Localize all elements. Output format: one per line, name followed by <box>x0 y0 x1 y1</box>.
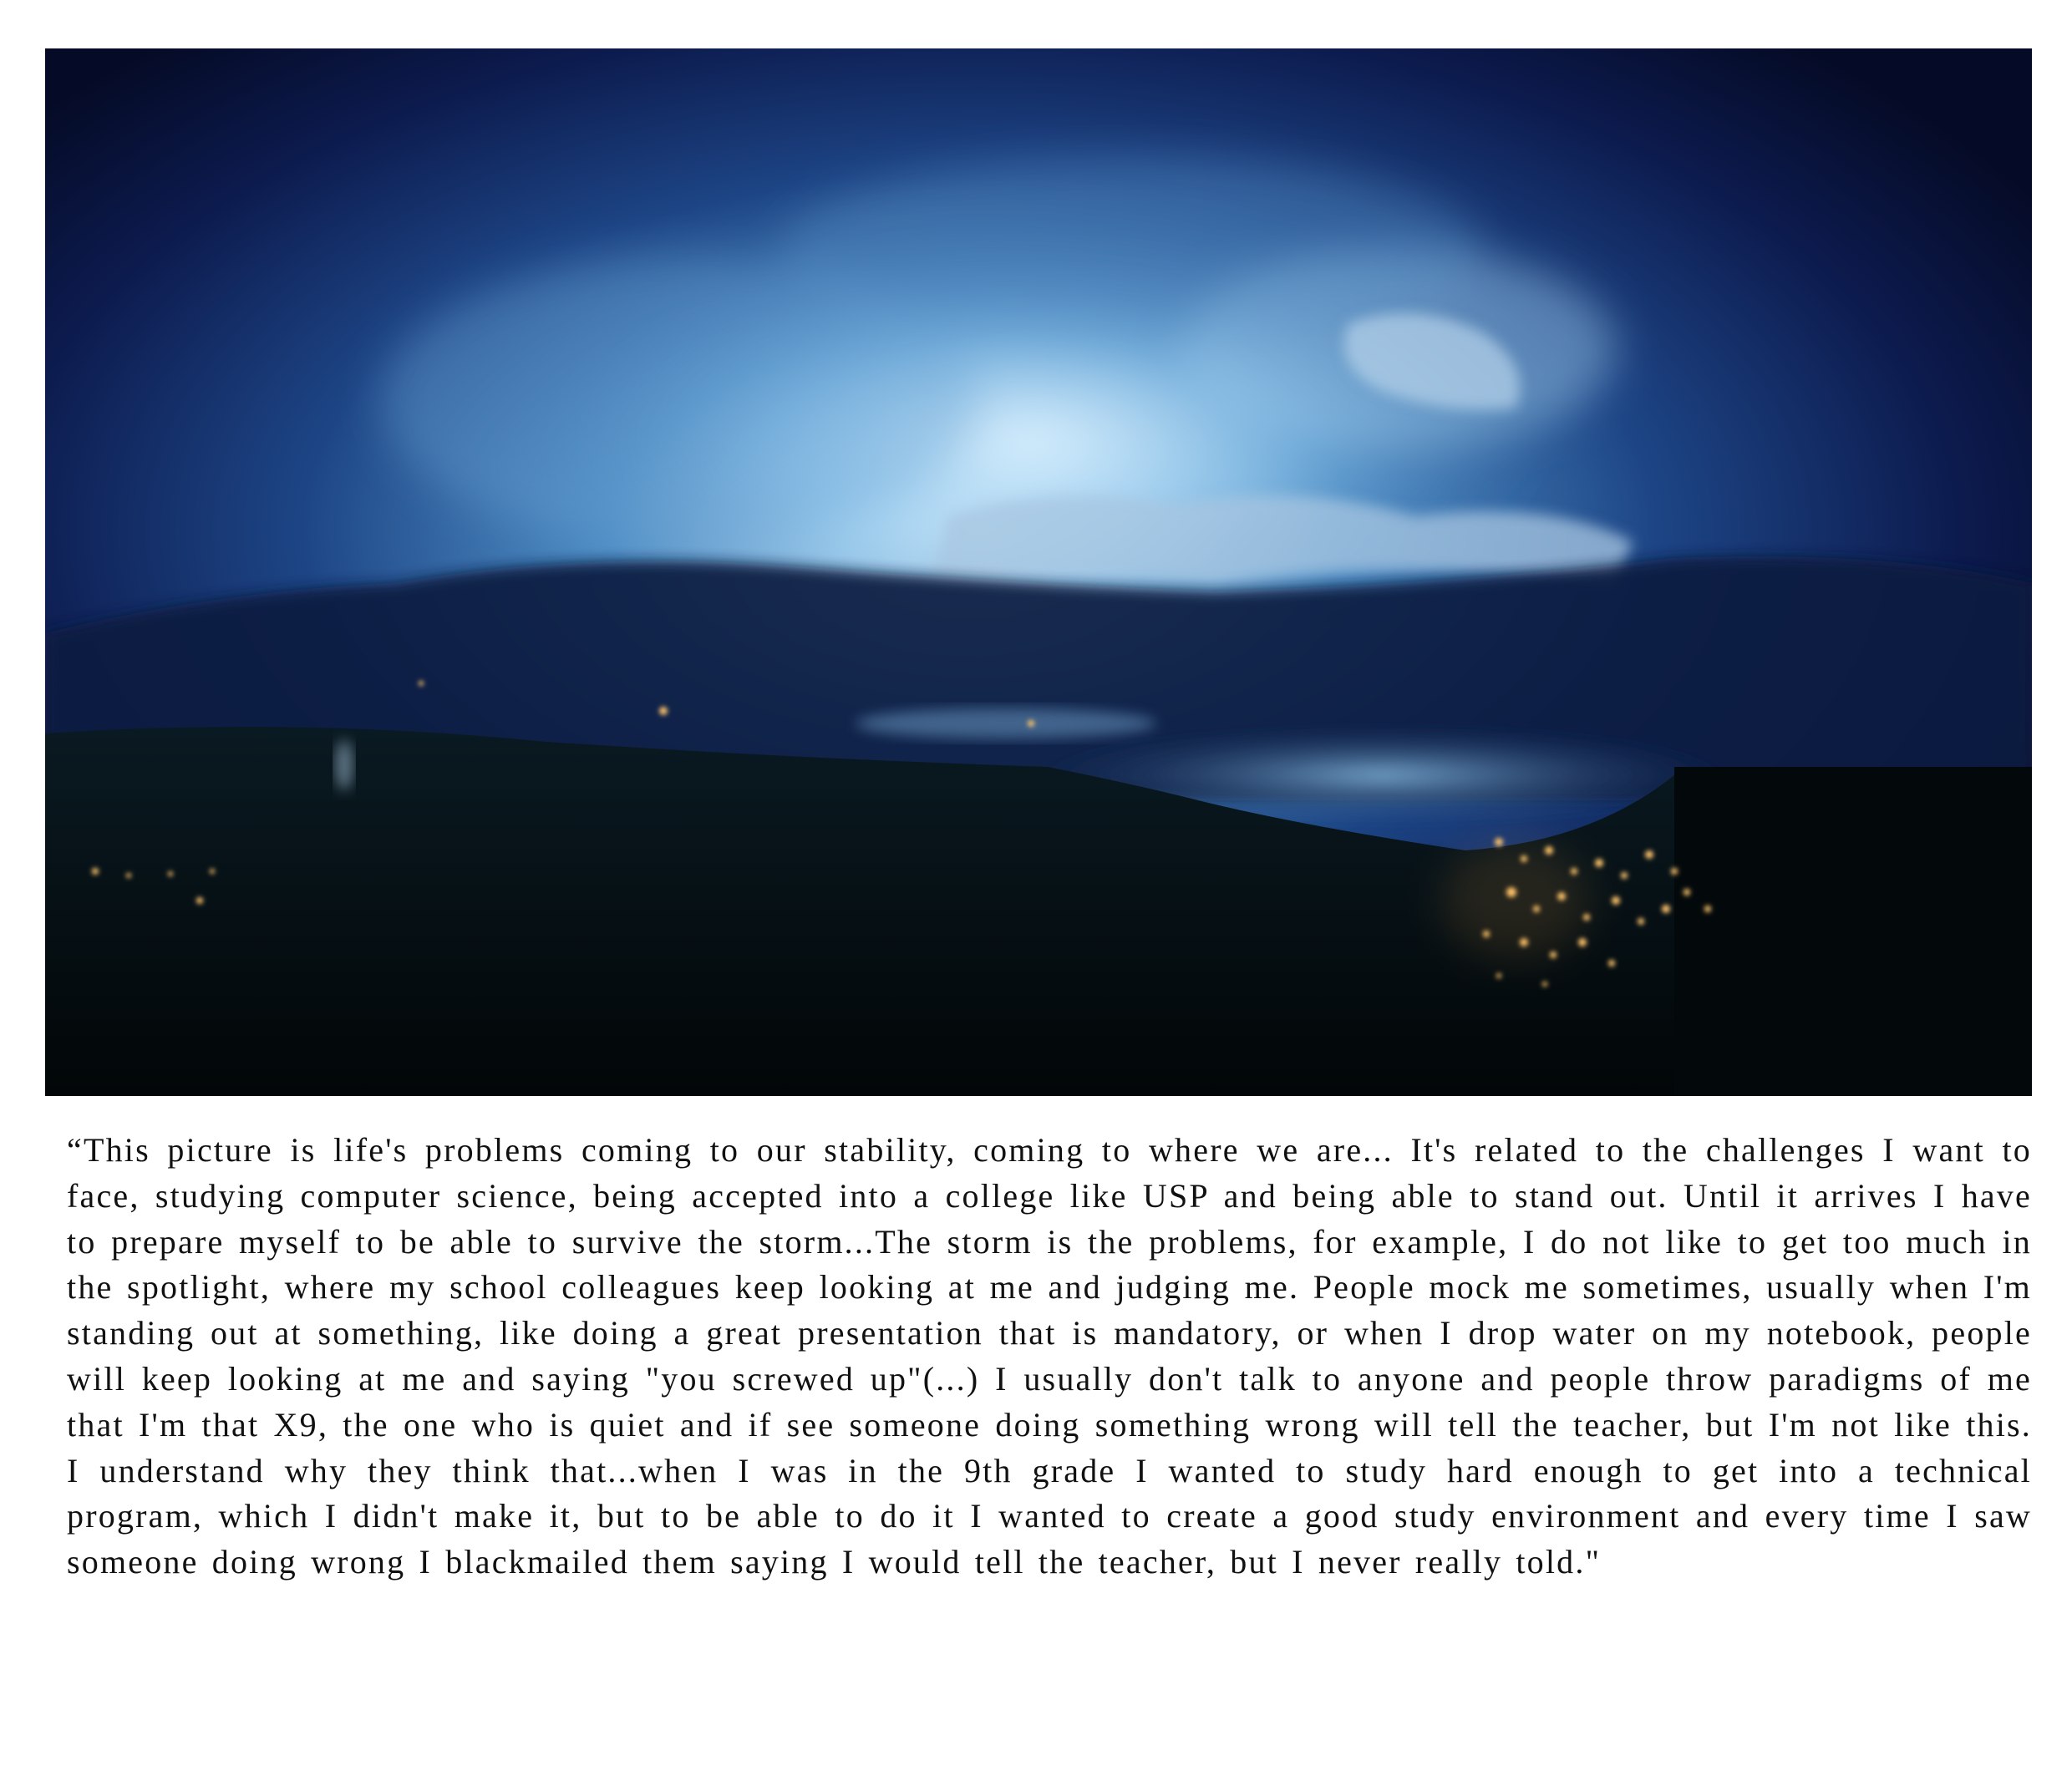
photo-caption-quote: “This picture is life's problems coming to our stability, coming to where we are... It's related to the challenges I want to face, studying computer science, being accepted into a college like USP and being able to stand out. Until it arrives I have to prepare myself to be able to survive the storm...The storm is the problems, for example, I do not like to get too much in the spotlight, where my school colleagues keep looking at me and judging me. People mock me sometimes, usually when I'm standing out at something, like doing a great presentation that is mandatory, or when I drop water on my notebook, people will keep looking at me and saying "you screwed up"(...) I usually don't talk to anyone and people throw paradigms of me that I'm that X9, the one who is quiet and if see someone doing something wrong will tell the teacher, but I'm not like this. I understand why they think that...when I was in the 9th grade I wanted to study hard enough to get into a technical program, which I didn't make it, but to be able to do it I wanted to create a good study environment and every time I saw someone doing wrong I blackmailed them saying I would tell the teacher, but I never really told." <box>67 1131 2032 1581</box>
foreground-building <box>1674 767 2032 1096</box>
storm-photo-illustration <box>45 48 2032 1096</box>
storm-photo <box>45 48 2032 1096</box>
